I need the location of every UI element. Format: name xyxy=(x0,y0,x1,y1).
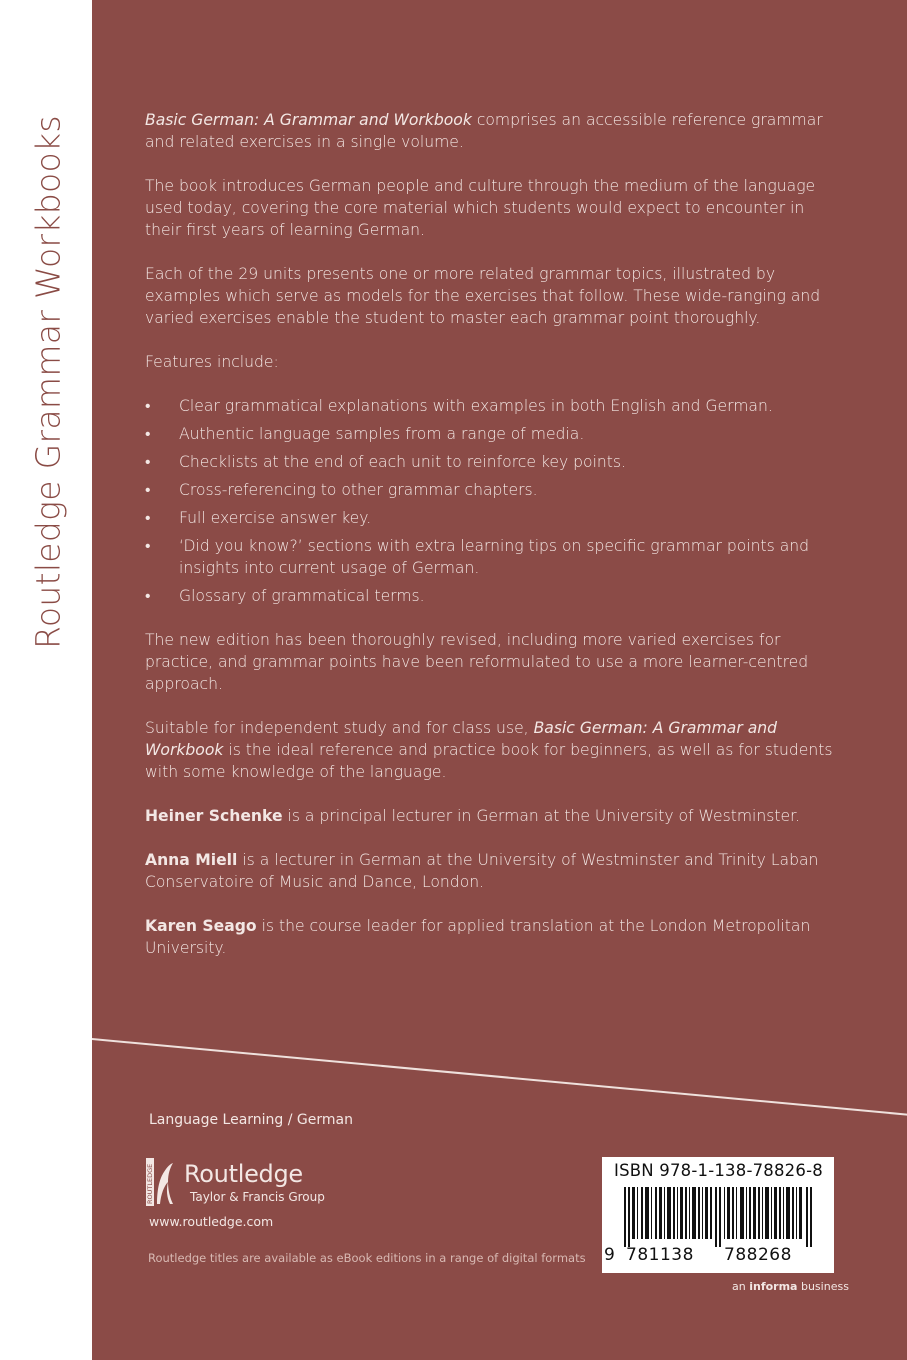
back-cover xyxy=(92,0,907,1360)
bullet-icon: • xyxy=(145,509,151,527)
informa-business-tagline: an informa business xyxy=(732,1280,849,1293)
features-list xyxy=(145,395,845,607)
book-title: Basic German: A Grammar and Workbook xyxy=(145,719,778,759)
feature-item: • Checklists at the end of each unit to reinforce key points. xyxy=(145,453,626,471)
author-bio: Karen Seago is the course leader for applied translation at the London Metropolitan University. xyxy=(145,917,811,957)
feature-item: • ‘Did you know?’ sections with extra learning tips on specific grammar points and insights into current usage of German. xyxy=(145,537,810,577)
barcode-icon xyxy=(614,1187,824,1247)
subject-category: Language Learning / German xyxy=(149,1112,353,1128)
logo-vertical-text: ROUTLEDGE xyxy=(146,1163,154,1204)
spine xyxy=(0,0,92,1360)
blurb xyxy=(145,109,845,981)
publisher-name: Routledge xyxy=(184,1160,303,1188)
isbn-number: ISBN 978-1-138-78826-8 xyxy=(614,1161,823,1180)
intro-paragraph: Basic German: A Grammar and Workbook comprises an accessible reference grammar and related exercises in a single volume. xyxy=(145,111,823,151)
new-edition-paragraph: The new edition has been thoroughly revised, including more varied exercises for practice, and grammar points have been reformulated to use a more learner-centred approach. xyxy=(145,631,809,693)
feature-item: • Glossary of grammatical terms. xyxy=(145,587,425,605)
feature-item: • Full exercise answer key. xyxy=(145,509,372,527)
bullet-icon: • xyxy=(145,397,151,415)
culture-paragraph: The book introduces German people and culture through the medium of the language used today, covering the core material which students would expect to encounter in their first years of learning German. xyxy=(145,177,816,239)
suitable-paragraph: Suitable for independent study and for class use, Basic German: A Grammar and Workbook is the ideal reference and practice book for beginners, as well as for students with some knowledge of the language. xyxy=(145,719,833,781)
routledge-logo-icon xyxy=(146,1158,174,1206)
author-name: Anna Miell xyxy=(145,851,238,869)
units-paragraph: Each of the 29 units presents one or more related grammar topics, illustrated by examples which serve as models for the exercises that follow. These wide-ranging and varied exercises enable the student to master each grammar point thoroughly. xyxy=(145,265,821,327)
ebook-note: Routledge titles are available as eBook editions in a range of digital formats xyxy=(148,1251,586,1265)
author-name: Karen Seago xyxy=(145,917,257,935)
features-heading: Features include: xyxy=(145,353,279,371)
author-bio: Anna Miell is a lecturer in German at the University of Westminster and Trinity Laban Conservatoire of Music and Dance, London. xyxy=(145,851,819,891)
bullet-icon: • xyxy=(145,481,151,499)
feature-item: • Authentic language samples from a range of media. xyxy=(145,425,585,443)
bullet-icon: • xyxy=(145,587,151,605)
series-title: Routledge Grammar Workbooks xyxy=(28,115,68,649)
author-name: Heiner Schenke xyxy=(145,807,283,825)
bullet-icon: • xyxy=(145,453,151,471)
feature-item: • Clear grammatical explanations with examples in both English and German. xyxy=(145,397,773,415)
isbn-barcode-box: ISBN 978-1-138-78826-8 9 781138 788268 xyxy=(602,1157,834,1273)
bullet-icon: • xyxy=(145,425,151,443)
publisher-group: Taylor & Francis Group xyxy=(190,1190,325,1204)
feature-item: • Cross-referencing to other grammar chapters. xyxy=(145,481,538,499)
publisher-url[interactable]: www.routledge.com xyxy=(149,1214,274,1229)
bullet-icon: • xyxy=(145,537,151,555)
book-title: Basic German: A Grammar and Workbook xyxy=(145,111,472,129)
author-bio: Heiner Schenke is a principal lecturer in German at the University of Westminster. xyxy=(145,807,801,825)
diagonal-divider xyxy=(92,1038,907,1123)
